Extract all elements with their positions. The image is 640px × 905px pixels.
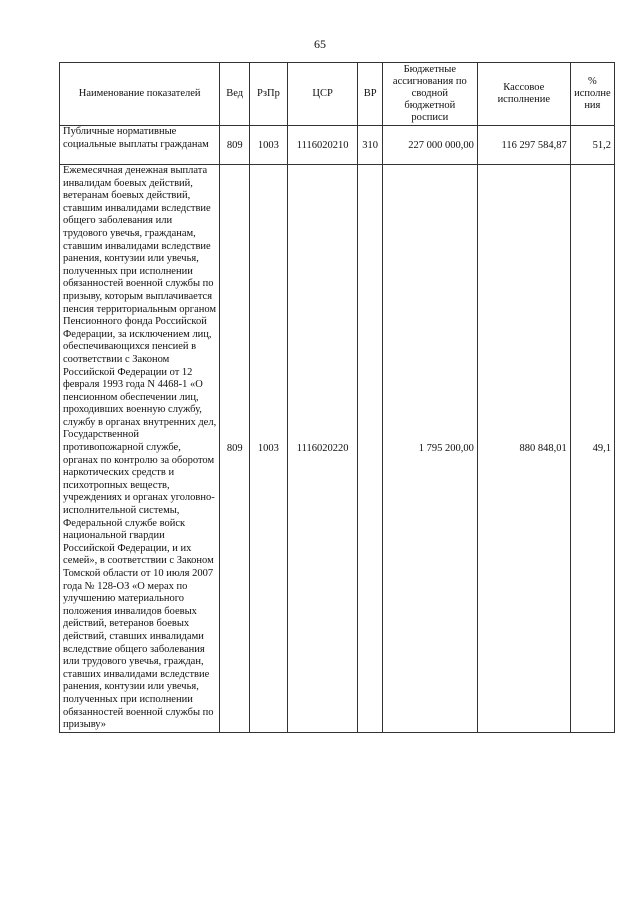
row-ved: 809 — [220, 126, 250, 165]
row-cash: 116 297 584,87 — [477, 126, 570, 165]
header-cash: Кассовое исполнение — [477, 63, 570, 126]
row-vr — [358, 165, 382, 733]
header-percent: % исполне ния — [570, 63, 614, 126]
row-rzpr: 1003 — [250, 165, 288, 733]
header-rzpr: РзПр — [250, 63, 288, 126]
row-percent: 49,1 — [570, 165, 614, 733]
row-percent: 51,2 — [570, 126, 614, 165]
row-assignments: 1 795 200,00 — [382, 165, 477, 733]
row-cash: 880 848,01 — [477, 165, 570, 733]
row-csr: 1116020210 — [287, 126, 358, 165]
table-header-row — [60, 63, 615, 126]
row-vr: 310 — [358, 126, 382, 165]
header-csr: ЦСР — [287, 63, 358, 126]
table-row — [60, 126, 615, 165]
header-ved: Вед — [220, 63, 250, 126]
row-ved: 809 — [220, 165, 250, 733]
row-name: Публичные нормативные социальные выплаты гражданам — [60, 126, 220, 165]
budget-execution-table — [59, 62, 615, 733]
row-assignments: 227 000 000,00 — [382, 126, 477, 165]
header-name: Наименование показателей — [60, 63, 220, 126]
header-vr: ВР — [358, 63, 382, 126]
row-csr: 1116020220 — [287, 165, 358, 733]
header-assignments: Бюджетные ассигнования по сводной бюджетной росписи — [382, 63, 477, 126]
row-rzpr: 1003 — [250, 126, 288, 165]
row-name: Ежемесячная денежная выплата инвалидам боевых действий, ветеранам боевых действий, ставшим инвалидами вследствие общего заболевания или трудового увечья, гражданам, ставшим инвалидами вследствие ранения, контузии или увечья, полученных при исполнении обязанностей военной службы по призыву, которым выплачивается пенсия территориальным органом Пенсионного фонда Российской Федерации, за исключением лиц, обеспечивающихся пенсией в соответствии с Законом Российской Федерации от 12 февраля 1993 года N 4468-1 «О пенсионном обеспечении лиц, проходивших военную службу, службу в органах внутренних дел, Государственной противопожарной службе, органах по контролю за оборотом наркотических средств и психотропных веществ, учреждениях и органах уголовно-исполнительной системы, Федеральной службе войск национальной гвардии Российской Федерации, и их семей», в соответствии с Законом Томской области от 10 июля 2007 года № 128-ОЗ «О мерах по улучшению материального положения инвалидов боевых действий, ветеранов боевых действий, ставших инвалидами вследствие общего заболевания или трудового увечья, граждан, ставших инвалидами вследствие ранения, контузии или увечья, полученных при исполнении обязанностей военной службы по призыву» — [60, 165, 220, 733]
page-number: 65 — [314, 37, 326, 51]
table-row — [60, 165, 615, 733]
